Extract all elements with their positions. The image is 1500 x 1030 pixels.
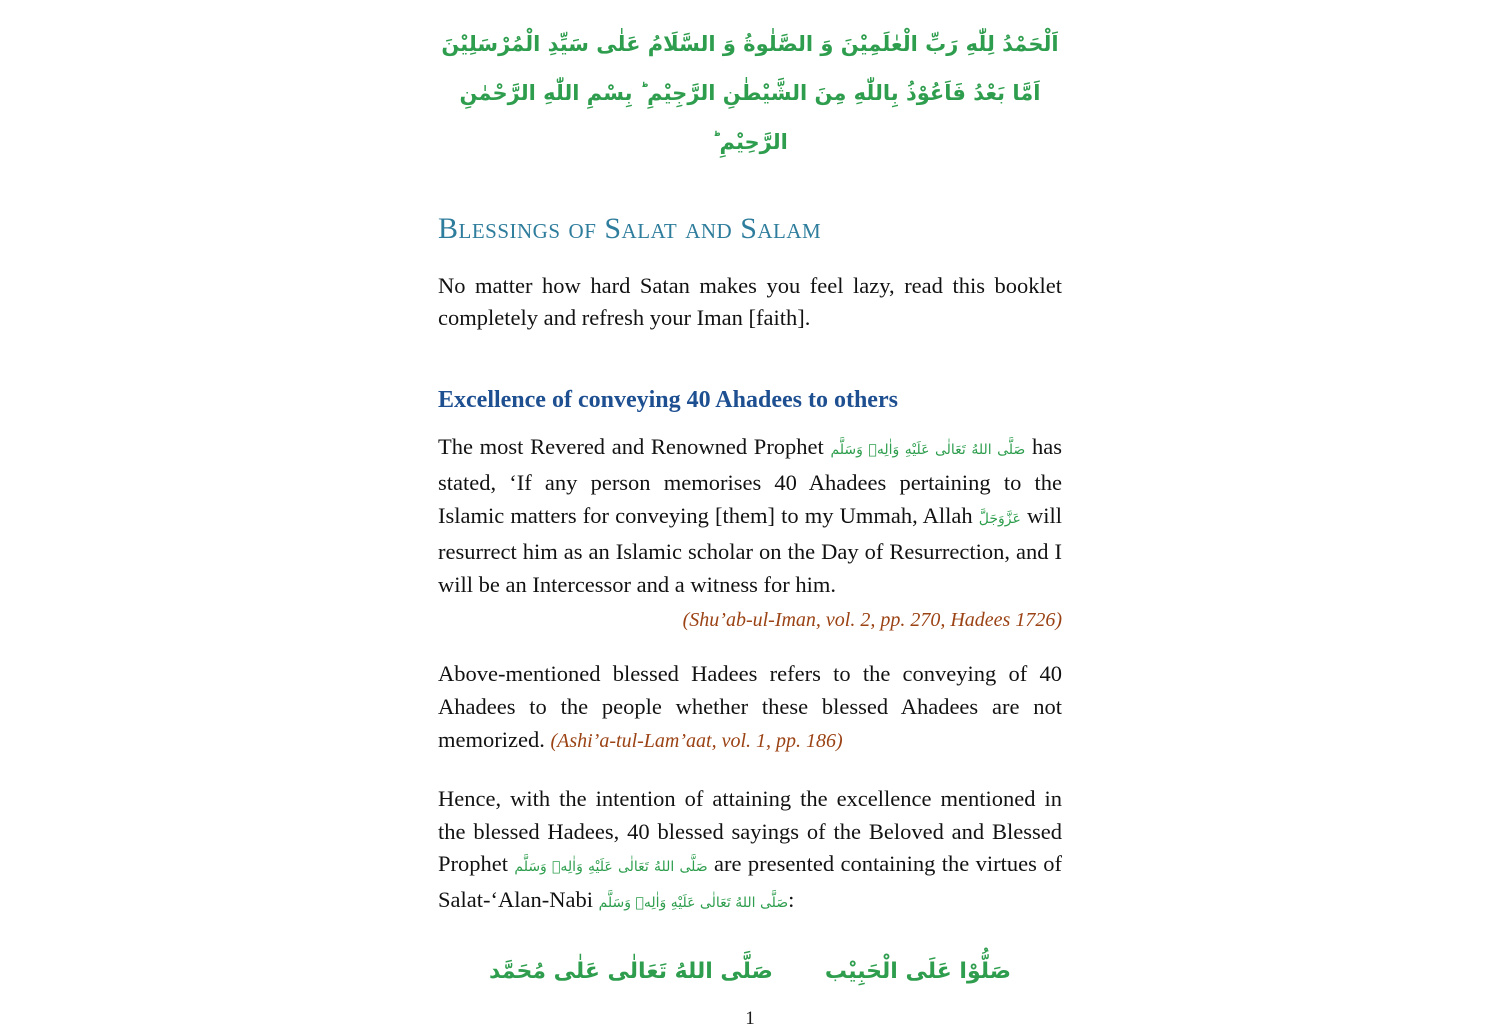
hence-text-2: are presented containing the virtues of Salat-‘Alan-Nabi [438, 851, 1063, 913]
hadees-text-3: will resurrect him as an Islamic scholar on the Day of Resurrection, and I will be an Intercessor and a witness for him. [438, 503, 1062, 597]
explanation-paragraph [438, 658, 1062, 757]
hence-text-1: Hence, with the intention of attaining the excellence mentioned in the blessed Hadees, 40 blessed sayings of the Beloved and Blessed Prophet [438, 785, 1062, 877]
prophet-honorific-arabic: صَلَّى اللهُ تَعَالٰى عَلَيْهِ وَاٰلِهٖ وَسَلَّم [598, 895, 789, 912]
hadees-text-1: The most Revered and Renowned Prophet [438, 434, 831, 460]
arabic-hamd-line: اَلْحَمْدُ لِلّٰهِ رَبِّ الْعٰلَمِيْنَ وَ الصَّلٰوةُ وَ السَّلَامُ عَلٰى سَيِّدِ الْمُرْسَلِيْنَ [441, 32, 1059, 56]
arabic-tauz-tasmiyah-line: اَمَّا بَعْدُ فَاَعُوْذُ بِاللّٰهِ مِنَ الشَّيْطٰنِ الرَّجِيْمِ ؕ بِسْمِ اللّٰهِ الرَّحْمٰنِ الرَّحِيْمِ ؕ [459, 81, 1041, 154]
page-number: 1 [745, 1008, 755, 1030]
salat-invocation-response: صَلَّى اللهُ تَعَالٰى عَلٰى مُحَمَّد [489, 959, 773, 985]
prophet-honorific-arabic: صَلَّى اللهُ تَعَالٰى عَلَيْهِ وَاٰلِهٖ وَسَلَّم [830, 442, 1026, 459]
page-title: Blessings of Salat and Salam [438, 212, 822, 245]
section-heading: Excellence of conveying 40 Ahadees to others [438, 387, 898, 414]
hadees-text-2: has stated, ‘If any person memorises 40 Ahadees pertaining to the Islamic matters for conveying [them] to my Ummah, Allah [438, 434, 1062, 529]
arabic-praise-header [438, 20, 1062, 167]
intro-paragraph: No matter how hard Satan makes you feel lazy, read this booklet completely and refresh your Iman [faith]. [438, 272, 1062, 331]
prophet-honorific-arabic: صَلَّى اللهُ تَعَالٰى عَلَيْهِ وَاٰلِهٖ وَسَلَّم [514, 859, 708, 876]
citation-ashia-tul-lamaat: (Ashi’a-tul-Lam’aat, vol. 1, pp. 186) [550, 730, 843, 753]
allah-honorific-arabic: عَزَّوَجَلَّ [978, 511, 1021, 528]
explanation-text: Above-mentioned blessed Hadees refers to the conveying of 40 Ahadees to the people whether these blessed Ahadees are not memorized. [438, 661, 1062, 753]
hence-text-3: : [788, 887, 795, 913]
hence-paragraph [438, 783, 1062, 920]
salat-invocation-call: صَلُّوْا عَلَى الْحَبِيْب [824, 959, 1011, 985]
citation-shuab-ul-iman: (Shu’ab-ul-Iman, vol. 2, pp. 270, Hadees 1726) [682, 609, 1062, 632]
booklet-page [438, 0, 1062, 1030]
hadees-paragraph [438, 431, 1062, 601]
salat-invocation [438, 952, 1062, 992]
